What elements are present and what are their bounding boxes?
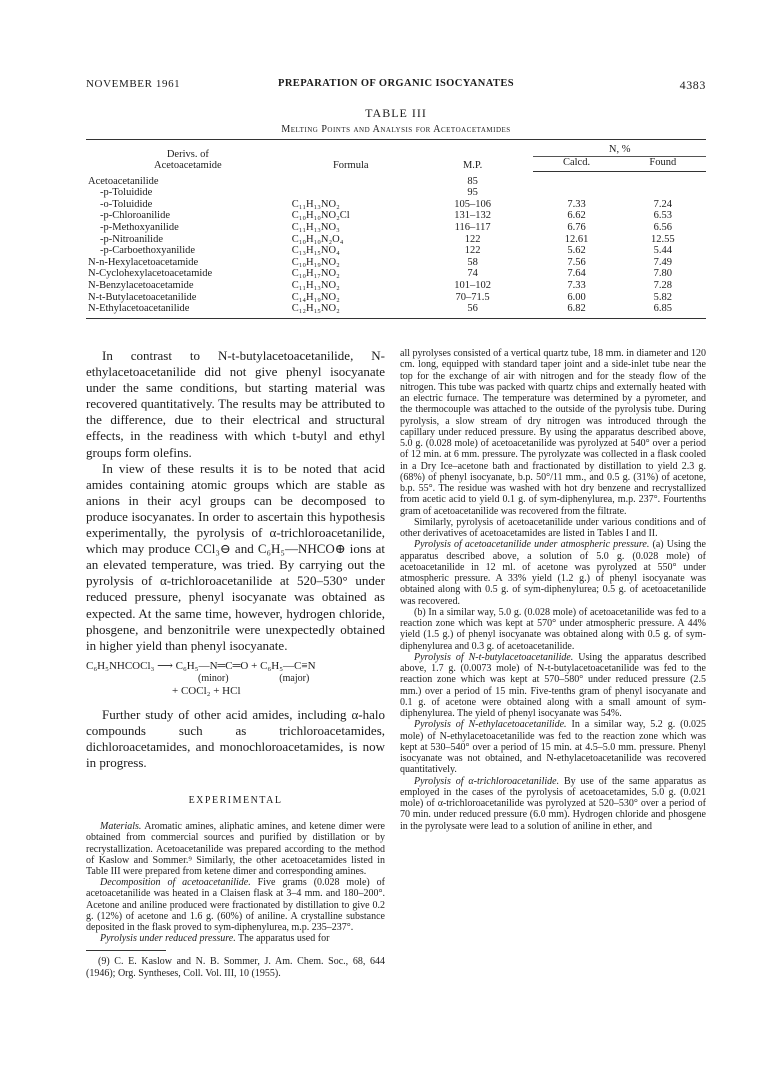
cell-formula: C₁₁H₁₃NO₃ bbox=[291, 222, 340, 234]
run-in-heading: Pyrolysis under reduced pressure. bbox=[100, 933, 236, 945]
cell-formula: C₁₀H₁₉NO₂ bbox=[291, 256, 340, 268]
cell-name: -p-Carboethoxyanilide bbox=[100, 245, 196, 257]
cell-found bbox=[620, 187, 706, 199]
cell-calcd: 6.76 bbox=[567, 222, 586, 234]
paragraph: Further study of other acid amides, including α-halo compounds such as trichloroacetamides, dichloroacetamides, and monochloroacetamides, is now in progress. bbox=[86, 706, 385, 771]
table-row bbox=[86, 234, 706, 246]
running-head bbox=[86, 78, 706, 94]
paragraph: (b) In a similar way, 5.0 g. (0.028 mole) of acetoacetanilide was fed to a reaction zone which was kept at 570° under atmospheric pressure. A 44% yield (1.5 g.) of phenyl isocyanate was obtained along with 0.5 g. of sym-diphenylurea and 0.3 g. of acetoacetanilide. bbox=[400, 606, 706, 652]
cell-found: 7.49 bbox=[653, 256, 673, 268]
equation-line-1: C₆H₅NHCOCl₃ ⟶ C₆H₅—N═C═O + C₆H₅—C≡N bbox=[86, 659, 316, 672]
cell-name: N-t-Butylacetoacetanilide bbox=[88, 291, 197, 303]
equation-labels bbox=[86, 672, 385, 685]
header-derivs-line2: Acetoacetamide bbox=[154, 160, 222, 172]
paragraph-ethyl bbox=[400, 719, 706, 775]
header-found: Found bbox=[620, 156, 706, 172]
run-in-heading: Pyrolysis of N-t-butylacetoacetanilide. bbox=[414, 651, 574, 663]
cell-calcd: 6.00 bbox=[567, 291, 586, 303]
table-row bbox=[86, 199, 706, 211]
table-caption: Melting Points and Analysis for Acetoacetamides bbox=[281, 124, 511, 135]
cell-calcd bbox=[533, 172, 619, 188]
cell-formula: C₁₂H₁₅NO₂ bbox=[290, 303, 412, 318]
cell-formula bbox=[290, 172, 412, 188]
cell-mp: 116–117 bbox=[454, 222, 491, 234]
paragraph-atmospheric bbox=[400, 539, 706, 607]
table-row bbox=[86, 257, 706, 269]
header-nitrogen: N, % bbox=[533, 140, 706, 157]
footnote-rule bbox=[86, 950, 166, 951]
equation-line-3: + COCl₂ + HCl bbox=[172, 684, 241, 697]
header-derivs-line1: Derivs. of bbox=[166, 148, 209, 160]
table-row bbox=[86, 245, 706, 257]
cell-found: 6.56 bbox=[653, 222, 673, 234]
cell-found: 5.44 bbox=[653, 245, 673, 257]
cell-name: -p-Methoxyanilide bbox=[100, 222, 179, 234]
experimental-text bbox=[86, 821, 385, 944]
cell-name: -p-Toluidide bbox=[100, 187, 153, 199]
cell-calcd: 7.64 bbox=[567, 268, 586, 280]
cell-name: Acetoacetanilide bbox=[88, 175, 159, 187]
paragraph-body: The apparatus used for bbox=[238, 933, 330, 945]
run-in-heading: Pyrolysis of acetoacetanilide under atmospheric pressure. bbox=[414, 539, 650, 551]
table-row bbox=[86, 172, 706, 188]
section-heading-experimental: EXPERIMENTAL bbox=[188, 795, 283, 807]
right-column bbox=[400, 348, 706, 832]
run-in-heading: Pyrolysis of N-ethylacetoacetanilide. bbox=[414, 719, 567, 731]
paragraph-body: In a similar way, 5.2 g. (0.025 mole) of N-ethylacetoacetanilide was fed to the reaction zone which was kept at 530–540° over a period of 15 min. at 4.5–5.0 mm. pressure. Phenyl isocyanate was not obtained, and N-ethylacetoacetanilide was recovered quantitatively. bbox=[400, 719, 707, 776]
paragraph-decomposition bbox=[86, 877, 385, 933]
run-in-heading: Materials. bbox=[100, 821, 142, 833]
paragraph: In contrast to N-t-butylacetoacetanilide, N-ethylacetoacetanilide did not give phenyl isocyanate under the same conditions, but starting material was recovered quantitatively. The results may be attributed to the difference, due to their electrical and structural effects, in the readiness with which t-butyl and ethyl groups form olefins. bbox=[86, 348, 385, 460]
footnote bbox=[86, 956, 385, 979]
cell-mp: 101–102 bbox=[454, 280, 491, 292]
cell-name: N-Ethylacetoacetanilide bbox=[86, 303, 290, 318]
table-row bbox=[86, 210, 706, 222]
cell-calcd: 6.62 bbox=[567, 210, 586, 222]
cell-found: 5.82 bbox=[653, 291, 673, 303]
running-head-date: NOVEMBER 1961 bbox=[86, 78, 181, 90]
cell-name: N-n-Hexylacetoacetamide bbox=[88, 256, 199, 268]
cell-calcd: 7.33 bbox=[567, 280, 586, 292]
paragraph-pyrolysis bbox=[86, 933, 385, 944]
equation-minor-label: (minor) bbox=[198, 672, 229, 684]
header-calcd: Calcd. bbox=[533, 156, 619, 172]
paragraph-body: (a) Using the apparatus described above, a solution of 5.0 g. (0.028 mole) of acetoacetanilide in 12 ml. of acetone was pyrolyzed at 550° under atmospheric pressure. A 33% yield (1.2 g.) of phenyl isocyanate was obtained along with 0.5 g. of sym-diphenylurea; 0.5 g. of acetoacetanilide was recovered. bbox=[400, 539, 706, 607]
footnote-text: (9) C. E. Kaslow and N. B. Sommer, J. Am. Chem. Soc., 68, 644 (1946); Org. Syntheses, Coll. Vol. III, 10 (1955). bbox=[86, 956, 385, 979]
table-row bbox=[86, 187, 706, 199]
cell-name: -p-Nitroanilide bbox=[100, 233, 163, 245]
cell-calcd: 7.33 bbox=[567, 198, 586, 210]
header-derivs bbox=[86, 140, 290, 172]
paragraph-trichloro bbox=[400, 776, 706, 832]
paragraph-body: Five grams (0.028 mole) of acetoacetanilide was heated in a Claisen flask at 3–4 mm. and 180–200°. Acetone and aniline produced were fractionated by distillation to give 0.2 g. (12%) of acetone and 1.6 g. (60%) of aniline. A crystalline substance deposited in the flask proved to sym-diphenylurea, m.p. 235–237°. bbox=[86, 877, 386, 934]
cell-name: -o-Toluidide bbox=[100, 198, 153, 210]
cell-found: 6.53 bbox=[653, 210, 673, 222]
cell-mp: 70–71.5 bbox=[455, 291, 490, 303]
cell-mp: 74 bbox=[467, 268, 478, 280]
cell-formula bbox=[290, 187, 412, 199]
cell-formula: C₁₀H₁₇NO₂ bbox=[291, 268, 340, 280]
cell-found: 12.55 bbox=[651, 233, 675, 245]
header-formula: Formula bbox=[290, 140, 412, 172]
cell-mp: 122 bbox=[464, 245, 481, 257]
table-row bbox=[86, 303, 706, 318]
table-row bbox=[86, 222, 706, 234]
paragraph: Similarly, pyrolysis of acetoacetanilide under various conditions and of other derivatives of acetoacetamides are listed in Tables I and II. bbox=[400, 516, 706, 539]
cell-found: 7.28 bbox=[653, 280, 673, 292]
header-mp: M.P. bbox=[412, 140, 534, 172]
cell-calcd: 7.56 bbox=[567, 256, 586, 268]
cell-found: 6.85 bbox=[620, 303, 706, 318]
table-row bbox=[86, 292, 706, 304]
cell-formula: C₁₀H₁₀NO₂Cl bbox=[291, 210, 350, 222]
running-head-title: PREPARATION OF ORGANIC ISOCYANATES bbox=[278, 78, 514, 89]
cell-mp: 131–132 bbox=[454, 210, 491, 222]
cell-mp: 85 bbox=[467, 175, 478, 187]
cell-found: 7.24 bbox=[653, 198, 673, 210]
left-column bbox=[86, 348, 385, 979]
cell-calcd: 6.82 bbox=[533, 303, 619, 318]
cell-calcd: 5.62 bbox=[567, 245, 586, 257]
cell-formula: C₁₁H₁₃NO₂ bbox=[291, 280, 340, 292]
table-row bbox=[86, 280, 706, 292]
cell-mp: 122 bbox=[464, 233, 481, 245]
cell-calcd: 12.61 bbox=[564, 233, 589, 245]
cell-mp: 95 bbox=[467, 187, 478, 199]
equation-major-label: (major) bbox=[279, 672, 310, 684]
cell-formula: C₁₀H₁₀N₂O₄ bbox=[291, 233, 344, 245]
cell-mp: 58 bbox=[467, 256, 478, 268]
cell-formula: C₁₃H₁₅NO₄ bbox=[291, 245, 340, 257]
paragraph: all pyrolyses consisted of a vertical quartz tube, 18 mm. in diameter and 120 cm. long, equipped with standard taper joint and a side-inlet tube near the top for the exchange of air with nitrogen and for the steady flow of the nitrogen. This tube was packed with quartz chips and externally heated with an electric furnace. The temperature was determined by a pyrometer, and the thermocouple was attached to the outside of the pyrolysis tube. During pyrolysis, a slow stream of dry nitrogen was introduced through the capillary under reduced pressure. By using the apparatus described above, 5.0 g. (0.028 mole) of acetoacetanilide was pyrolyzed at 540° over a period of 12 min. at 6 mm. pressure. The pyrolyzate was collected in a flask cooled in a Dry Ice–acetone bath and fractionated by distillation to yield 2.3 g. (68%) of phenyl isocyanate, b.p. 50°/11 mm., and 0.5 g. (31%) of acetone, b.p. 55°. The residue was washed with hot dry benzene and recrystallized from acetic acid to yield 0.1 g. of sym-diphenylurea, m.p. 237°. Fourtenths gram of acetoacetanilide was recovered from the filtrate. bbox=[400, 348, 706, 517]
cell-found bbox=[620, 172, 706, 188]
cell-name: N-Benzylacetoacetamide bbox=[88, 280, 194, 292]
cell-name: N-Cyclohexylacetoacetamide bbox=[88, 268, 213, 280]
cell-mp: 56 bbox=[412, 303, 534, 318]
cell-found: 7.80 bbox=[653, 268, 673, 280]
cell-formula: C₁₁H₁₃NO₂ bbox=[291, 198, 340, 210]
cell-mp: 105–106 bbox=[454, 198, 491, 210]
data-table bbox=[86, 139, 706, 319]
paragraph-tbutyl bbox=[400, 652, 706, 720]
reaction-equation bbox=[86, 660, 385, 697]
paragraph-body: Using the apparatus described above, 1.7 g. (0.0073 mole) of N-t-butylacetoacetanilide was fed to the reaction zone which was kept at 570–580° under reduced pressure (2.5 mm.) over a period of 15 min. Five-tenths gram of phenyl isocyanate and 0.1 g. of acetone were obtained along with a small amount of sym-diphenylurea. The yield of phenyl isocyanate was 54%. bbox=[400, 651, 707, 719]
paragraph: In view of these results it is to be noted that acid amides containing atomic groups which are stable as anions in their acyl groups can be decomposed to produce isocyanates. In order to ascertain this hypothesis experimentally, the pyrolysis of α-trichloroacetanilide, which may produce CCl₃⊖ and C₆H₅—NHCO⊕ ions at an elevated temperature, was tried. By carrying out the pyrolysis of α-trichloroacetanilide at 520–530° under reduced pressure, phenyl isocyanate was obtained as expected. At the same time, however, hydrogen chloride, phosgene, and benzonitrile were unexpectedly obtained in higher yield than phenyl isocyanate. bbox=[86, 460, 385, 653]
cell-formula: C₁₄H₁₉NO₂ bbox=[291, 291, 340, 303]
page-number: 4383 bbox=[679, 78, 706, 92]
paragraph-body: Aromatic amines, aliphatic amines, and ketene dimer were obtained from commercial sources and purified by distillation or by recrystallization. Acetoacetanilide was prepared according to the method of Kaslow and Sommer.⁹ Similarly, the other acetoacetamides listed in Table III were prepared from ketene dimer and corresponding amines. bbox=[86, 821, 385, 878]
table-label: TABLE III bbox=[365, 106, 427, 120]
run-in-heading: Decomposition of acetoacetanilide. bbox=[100, 877, 251, 889]
table-row bbox=[86, 268, 706, 280]
run-in-heading: Pyrolysis of α-trichloroacetanilide. bbox=[414, 775, 560, 787]
cell-name: -p-Chloroanilide bbox=[100, 210, 170, 222]
cell-calcd bbox=[533, 187, 619, 199]
paragraph-body: By use of the same apparatus as employed in the cases of the pyrolysis of acetoacetamides, 5.0 g. (0.021 mole) of α-trichloroacetanilide was pyrolyzed at 520–530° over a period of 70 min. under reduced pressure (6.0 mm). Hydrogen chloride and phosgene in the pyrolysate were lead to a solution of aniline in ether, and bbox=[400, 775, 706, 832]
paragraph-materials bbox=[86, 821, 385, 877]
